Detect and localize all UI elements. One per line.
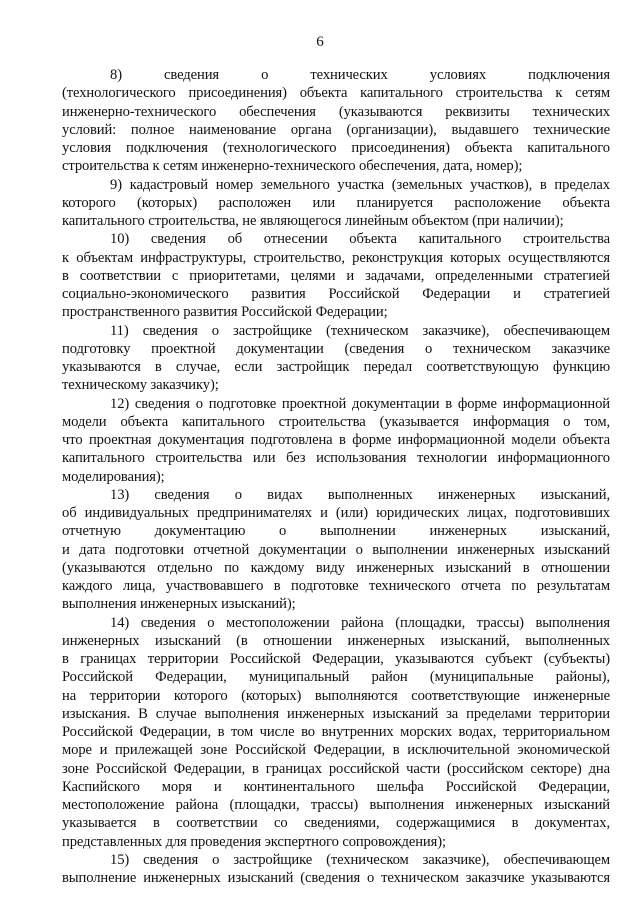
text-line: в границах территории Российской Федерации, указываются субъект (субъекты) (62, 651, 610, 667)
text-line: указываются в случае, если застройщик передал соответствующую функцию (62, 359, 610, 375)
text-line: 15) сведения о застройщике (техническом заказчике), обеспечивающем (110, 851, 610, 868)
text-line: 10) сведения об отнесении объекта капитального строительства (110, 231, 610, 248)
text-line: к объектам инфраструктуры, строительство, реконструкция которых осуществляются (62, 249, 610, 266)
text-line: инженерно-технического обеспечения (указываются реквизиты технических (62, 103, 610, 120)
text-line: подготовку проектной документации (сведения о техническом заказчике (62, 340, 610, 357)
text-line: выполнение инженерных изысканий (сведения о техническом заказчике указываются (62, 870, 610, 886)
page-number: 6 (316, 34, 324, 50)
text-line: и дата подготовки отчетной документации о выполнении инженерных изысканий (62, 541, 610, 558)
text-line: зоне Российской Федерации, в границах российской части (российском секторе) дна (62, 760, 610, 777)
text-line: что проектная документация подготовлена в форме информационной модели объекта (62, 432, 610, 448)
text-line: 13) сведения о видах выполненных инженерных изысканий, (110, 486, 610, 503)
text-line: 11) сведения о застройщике (техническом заказчике), обеспечивающем (110, 322, 610, 339)
text-line: которого (которых) расположен или планируется расположение объекта (62, 194, 610, 211)
text-line: социально-экономического развития Российской Федерации и стратегией (62, 286, 610, 302)
text-line: 12) сведения о подготовке проектной документации в форме информационной (110, 395, 610, 412)
text-line: строительства к сетям инженерно-технического обеспечения, дата, номер); (62, 158, 523, 175)
text-line: местоположение района (площадки, трассы) выполнения инженерных изысканий (62, 797, 610, 813)
text-line: Российской Федерации, муниципальный район (муниципальные районы), (62, 669, 610, 686)
text-line: капитального строительства или без использования технологии информационного (62, 450, 610, 467)
text-line: представленных для проведения экспертного сопровождения); (62, 833, 446, 850)
text-line: Российской Федерации, в том числе во внутренних морских водах, территориальном (62, 724, 610, 740)
text-line: капитального строительства, не являющегося линейным объектом (при наличии); (62, 213, 564, 229)
document-body (62, 66, 610, 887)
text-line: изыскания. В случае выполнения инженерных изысканий за пределами территории (62, 705, 610, 722)
text-line: отчетную документацию о выполнении инженерных изысканий, (62, 523, 610, 540)
text-line: моделирования); (62, 468, 165, 485)
text-line: условий: полное наименование органа (организации), выдавшего технические (62, 121, 610, 138)
text-line: (указываются отдельно по каждому виду инженерных изысканий в отношении (62, 559, 610, 576)
text-line: техническому заказчику); (62, 377, 219, 394)
text-line: на территории которого (которых) выполняются соответствующие инженерные (62, 687, 610, 704)
text-line: модели объекта капитального строительства (указывается информация о том, (62, 413, 610, 430)
text-line: в соответствии с приоритетами, целями и задачами, определенными стратегией (62, 267, 610, 284)
text-line: каждого лица, участвовавшего в подготовке технического отчета по результатам (62, 578, 610, 594)
text-line: об индивидуальных предпринимателях и (или) юридических лицах, подготовивших (62, 505, 610, 521)
text-line: море и прилежащей зоне Российской Федерации, в исключительной экономической (62, 742, 610, 759)
text-line: (технологического присоединения) объекта капитального строительства к сетям (62, 85, 610, 102)
text-line: условия подключения (технологического присоединения) объекта капитального (62, 140, 610, 156)
text-line: 8) сведения о технических условиях подключения (110, 67, 610, 83)
text-line: выполнения инженерных изысканий); (62, 596, 296, 613)
text-line: указывается в соответствии со сведениями, содержащимися в документах, (62, 815, 610, 832)
text-line: инженерных изысканий (в отношении инженерных изысканий, выполненных (62, 632, 610, 649)
text-line: Каспийского моря и континентального шельфа Российской Федерации, (62, 778, 610, 795)
text-line: 9) кадастровый номер земельного участка (земельных участков), в пределах (110, 176, 610, 193)
text-line: пространственного развития Российской Федерации; (62, 304, 388, 321)
text-line: 14) сведения о местоположении района (площадки, трассы) выполнения (110, 614, 610, 631)
